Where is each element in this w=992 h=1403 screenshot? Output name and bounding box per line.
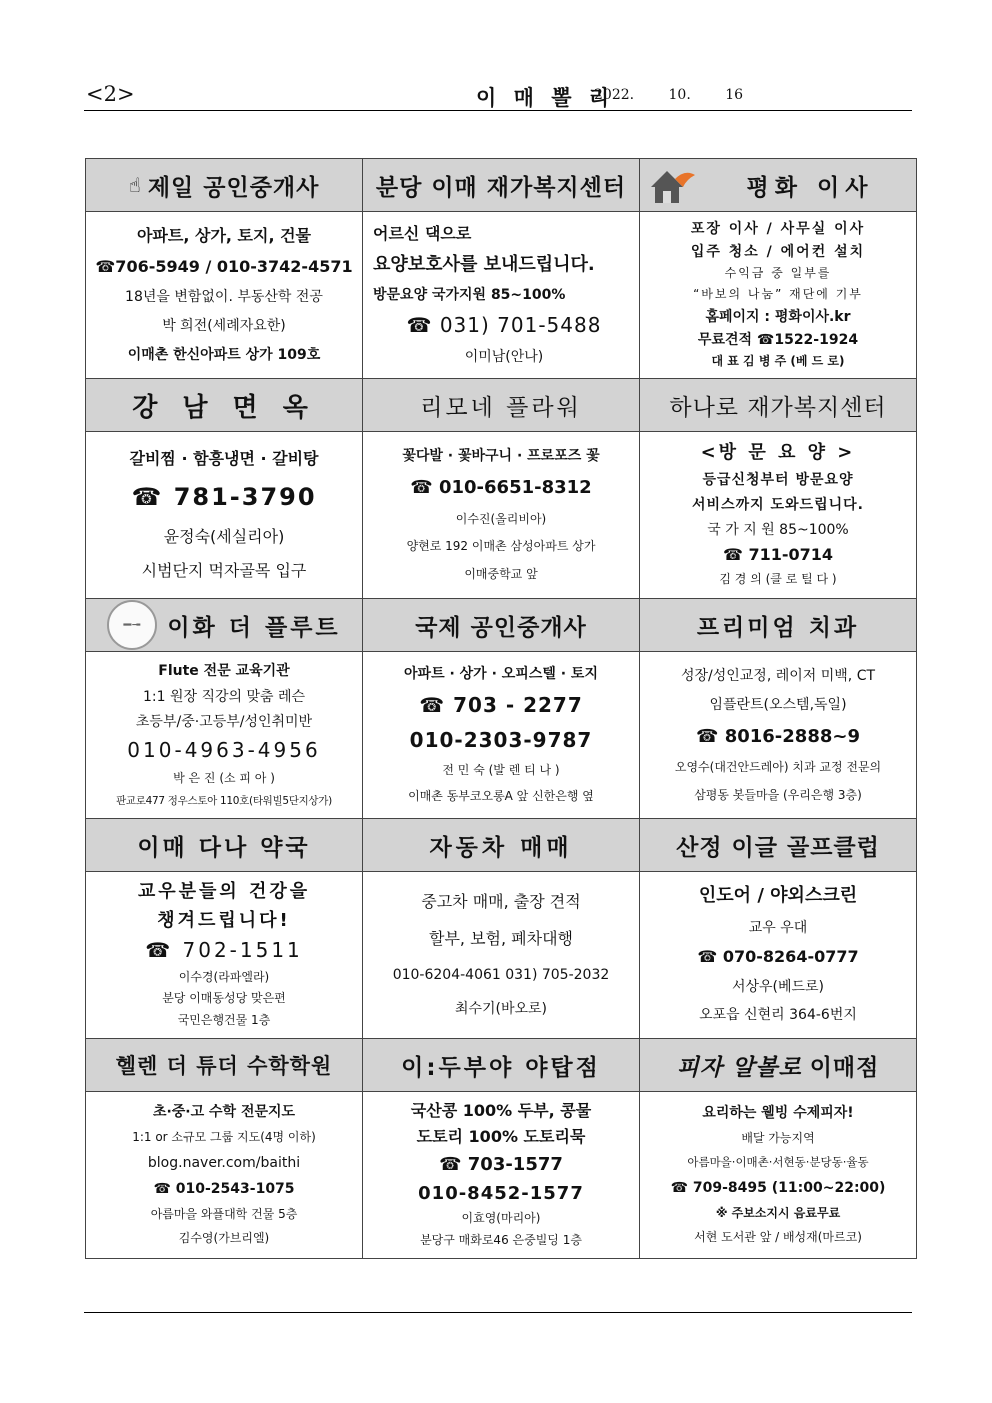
ad-contact: 오영수(대건안드레아) 치과 교정 전문의 xyxy=(674,760,882,775)
ad-contact: 이미남(안나) xyxy=(464,348,544,365)
ad-line: 1:1 or 소규모 그룹 지도(4명 이하) xyxy=(132,1129,316,1144)
ad-cell xyxy=(363,159,640,379)
ad-line: 박 희전(세례자요한) xyxy=(162,318,286,335)
ad-line: 입주 청소 / 에어컨 설치 xyxy=(690,244,866,261)
ad-title: 피자 알볼로 이매점 xyxy=(640,1039,916,1092)
ad-contact: 최수기(바오로) xyxy=(454,1001,548,1018)
ad-address: 분당구 매화로46 은중빌딩 1층 xyxy=(420,1233,582,1248)
ad-contact: 이효영(마리아) xyxy=(461,1211,541,1226)
ad-address: 이매중학교 앞 xyxy=(464,567,538,582)
ad-line: 어르신 댁으로 xyxy=(373,224,472,244)
ad-phone: 010-8452-1577 xyxy=(418,1182,584,1204)
ad-cell xyxy=(86,599,363,819)
pointing-hand-icon: ☝ xyxy=(128,173,142,197)
ad-cell xyxy=(640,159,917,379)
ad-cell xyxy=(363,379,640,599)
ad-cell xyxy=(86,379,363,599)
ad-line: 챙겨드립니다! xyxy=(157,909,291,931)
ad-website: 홈페이지 : 평화이사.kr xyxy=(705,308,851,325)
ad-phone: 010-4963-4956 xyxy=(127,738,321,763)
bulletin-title: 이 매 뽈 리 xyxy=(476,86,615,110)
ad-phone: ☎ 070-8264-0777 xyxy=(697,947,859,967)
header-rule xyxy=(84,110,912,111)
ad-title: 하나로 재가복지센터 xyxy=(640,379,916,432)
ad-title: 국제 공인중개사 xyxy=(363,599,639,652)
ad-cell xyxy=(640,379,917,599)
ad-cell xyxy=(363,819,640,1039)
ad-line: 꽃다발 · 꽃바구니 · 프로포즈 꽃 xyxy=(402,447,600,464)
ad-contact: 이수진(올리비아) xyxy=(455,511,547,526)
ad-phone: ☎ 010-2543-1075 xyxy=(153,1181,295,1198)
ad-cell xyxy=(640,599,917,819)
ad-title: 평화 이사 xyxy=(640,159,916,212)
ad-website: blog.naver.com/baithi xyxy=(147,1154,301,1171)
ad-line: 인도어 / 야외스크린 xyxy=(698,885,858,907)
ad-line: 도토리 100% 도토리묵 xyxy=(416,1127,586,1147)
ad-line: 아름마을·이매촌·서현동·분당동·율동 xyxy=(687,1155,869,1170)
page-header xyxy=(84,82,912,110)
ad-title: 프리미엄 치과 xyxy=(640,599,916,652)
ad-line: 아파트 · 상가 · 오피스텔 · 토지 xyxy=(404,666,598,683)
ad-address: 시범단지 먹자골목 입구 xyxy=(141,560,307,580)
ad-contact: 대 표 김 병 주 (베 드 로) xyxy=(711,354,845,369)
ad-line: 초등부/중·고등부/성인취미반 xyxy=(135,713,313,730)
ad-phone: ☎ 8016-2888~9 xyxy=(696,725,860,747)
ad-contact: 김수영(가브리엘) xyxy=(178,1230,270,1245)
ad-line: 국 가 지 원 85~100% xyxy=(707,521,849,538)
ad-contact: 서상우(베드로) xyxy=(731,978,825,995)
ad-cell xyxy=(363,599,640,819)
ad-address: 국민은행건물 1층 xyxy=(177,1013,271,1028)
ad-title: 분당 이매 재가복지센터 xyxy=(363,159,639,212)
ad-line: ※ 주보소지시 음료무료 xyxy=(715,1205,841,1220)
ad-line: 요리하는 웰빙 수제피자! xyxy=(702,1104,854,1121)
ad-line: 1:1 원장 직강의 맞춤 레슨 xyxy=(142,688,306,705)
ad-address: 이매촌 동부코오롱A 앞 신한은행 옆 xyxy=(408,789,594,804)
page-number: <2> xyxy=(86,82,135,106)
ad-title: 리모네 플라워 xyxy=(363,379,639,432)
ad-line: 배달 가능지역 xyxy=(741,1130,815,1145)
ad-line: 할부, 보험, 폐차대행 xyxy=(429,928,573,948)
ad-address: 분당 이매동성당 맞은편 xyxy=(162,991,286,1006)
ad-address: 아름마을 와플대학 건물 5층 xyxy=(150,1206,298,1221)
ad-line: 임플란트(오스템,독일) xyxy=(709,697,847,714)
ad-title: 이매 다나 약국 xyxy=(86,819,362,872)
ad-line: 등급신청부터 방문요양 xyxy=(702,472,854,489)
ad-contact: 김 경 의 (클 로 틸 다 ) xyxy=(719,572,837,587)
ad-phone: ☎ 031) 701-5488 xyxy=(406,313,602,338)
ad-line: 교우분들의 건강을 xyxy=(137,881,311,903)
flute-logo-icon: ━╼ xyxy=(107,600,157,650)
ad-phone: ☎ 781-3790 xyxy=(131,483,317,512)
ad-grid xyxy=(85,158,917,1259)
ad-address: 이매촌 한신아파트 상가 109호 xyxy=(127,347,321,364)
ad-cell xyxy=(86,159,363,379)
ad-phone: ☎ 711-0714 xyxy=(722,545,834,565)
house-dove-icon xyxy=(640,159,704,211)
ad-phone: ☎706-5949 / 010-3742-4571 xyxy=(95,257,353,277)
ad-address: 서현 도서관 앞 / 배성재(마르코) xyxy=(694,1230,862,1245)
issue-date: 2022. 10. 16 xyxy=(594,87,744,103)
ad-line: 포장 이사 / 사무실 이사 xyxy=(690,221,866,238)
ad-title: ━╼ 이화 더 플루트 xyxy=(86,599,362,652)
ad-contact: 윤정숙(세실리아) xyxy=(163,526,285,546)
ad-phone: ☎ 702-1511 xyxy=(145,938,303,963)
ad-phone: 010-6204-4061 031) 705-2032 xyxy=(392,966,610,983)
ad-address: 삼평동 봇들마을 (우리은행 3층) xyxy=(694,787,862,802)
ad-title: ☝ 제일 공인중개사 xyxy=(86,159,362,212)
ad-phone: ☎ 709-8495 (11:00~22:00) xyxy=(670,1180,886,1197)
ad-line: Flute 전문 교육기관 xyxy=(158,663,290,680)
ad-line: 아파트, 상가, 토지, 건물 xyxy=(136,225,312,245)
ad-title: 헬렌 더 튜더 수학학원 xyxy=(86,1039,362,1092)
ad-title: 산정 이글 골프클럽 xyxy=(640,819,916,872)
ad-line: 초·중·고 수학 전문지도 xyxy=(152,1104,296,1121)
ad-title: 자동차 매매 xyxy=(363,819,639,872)
ad-line: 중고차 매매, 출장 견적 xyxy=(421,891,581,911)
ad-cell xyxy=(363,1039,640,1259)
ad-phone: ☎ 703-1577 xyxy=(439,1153,563,1175)
ad-contact: 이수경(라파엘라) xyxy=(178,969,270,984)
ad-line: “바보의 나눔” 재단에 기부 xyxy=(693,287,863,302)
ad-line: 성장/성인교정, 레이저 미백, CT xyxy=(680,667,876,684)
ad-address: 판교로477 정우스토아 110호(타워빌5단지상가) xyxy=(116,794,332,807)
ad-contact: 박 은 진 (소 피 아 ) xyxy=(173,770,275,785)
ad-phone: 무료견적 ☎1522-1924 xyxy=(697,331,859,348)
ad-title: 강 남 면 옥 xyxy=(86,379,362,432)
ad-line: 수익금 중 일부를 xyxy=(724,266,832,281)
ad-line: 18년을 변함없이. 부동산학 전공 xyxy=(125,289,323,306)
ad-line: 서비스까지 도와드립니다. xyxy=(692,496,864,513)
ad-address: 양현로 192 이매촌 삼성아파트 상가 xyxy=(406,539,596,554)
ad-line: 갈비찜 · 함흥냉면 · 갈비탕 xyxy=(129,448,319,468)
ad-phone: 010-2303-9787 xyxy=(409,728,593,753)
ad-address: 오포읍 신현리 364-6번지 xyxy=(699,1007,857,1024)
ad-line: <방 문 요 양 > xyxy=(700,441,856,463)
ad-phone: ☎ 703 - 2277 xyxy=(419,693,583,718)
ad-cell xyxy=(640,819,917,1039)
ad-title: 이:두부야 야탑점 xyxy=(363,1039,639,1092)
ad-cell xyxy=(640,1039,917,1259)
footer-rule xyxy=(84,1312,912,1313)
ad-cell xyxy=(86,1039,363,1259)
ad-line: 요양보호사를 보내드립니다. xyxy=(373,253,595,275)
ad-cell xyxy=(86,819,363,1039)
ad-phone: ☎ 010-6651-8312 xyxy=(410,477,592,499)
ad-line: 교우 우대 xyxy=(748,919,808,936)
ad-line: 국산콩 100% 두부, 콩물 xyxy=(410,1101,592,1121)
ad-contact: 전 민 숙 (발 렌 티 나 ) xyxy=(442,763,560,778)
ad-line: 방문요양 국가지원 85~100% xyxy=(373,286,566,303)
